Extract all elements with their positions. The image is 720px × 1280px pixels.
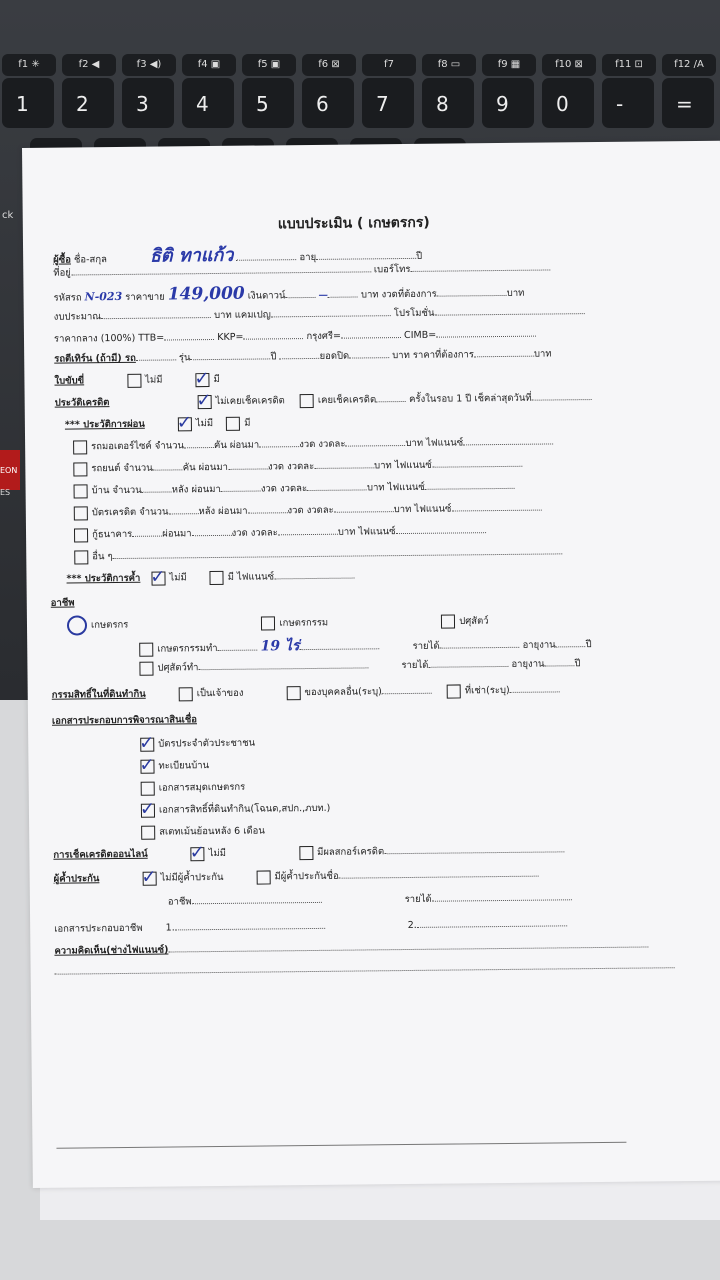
- installment-label: บัตรเครดิต จำนวน: [91, 506, 169, 519]
- installment-row: [73, 457, 522, 477]
- online-no-checkbox[interactable]: ✓: [189, 841, 205, 863]
- bottom-line: [56, 1142, 626, 1149]
- installment-row: [73, 434, 553, 454]
- installment-checkbox[interactable]: [74, 550, 88, 564]
- installment-finance: บาท ไฟแนนซ์: [337, 526, 396, 538]
- installment-finance: บาท ไฟแนนซ์: [366, 481, 425, 494]
- farm-work-checkbox[interactable]: [139, 642, 153, 656]
- installment-checkbox[interactable]: [73, 440, 87, 454]
- installment-unit: หลัง ผ่อนมา: [198, 505, 248, 518]
- guarantor-history-yes-checkbox[interactable]: [210, 570, 224, 584]
- installment-row: [74, 544, 562, 564]
- land-row: กรรมสิทธิ์ในที่ดินทำกิน เป็นเจ้าของ ของบุคคลอื่น(ระบุ) ที่เช่า(ระบุ): [52, 682, 560, 702]
- installment-per: งวด งวดละ: [287, 504, 334, 517]
- function-key: f8 ▭: [422, 54, 476, 76]
- document-item: [141, 780, 246, 796]
- installment-checkbox[interactable]: [74, 484, 88, 498]
- credit-row: ประวัติเครดิต ✓ ไม่เคยเช็คเครดิต เคยเช็คเครดิต ครั้งในรอบ 1 ปี เช็คล่าสุดวันที่: [55, 390, 592, 411]
- installment-unit: หลัง ผ่อนมา: [171, 483, 221, 496]
- land-rent-checkbox[interactable]: [447, 684, 461, 698]
- online-result-checkbox[interactable]: [299, 845, 313, 859]
- number-key: 9: [482, 78, 534, 128]
- name-handwritten: ธิติ ทาแก้ว: [149, 244, 234, 267]
- function-key: f10 ⊠: [542, 54, 596, 76]
- installment-per: งวด งวดละ: [267, 460, 315, 473]
- livestock-checkbox[interactable]: [441, 614, 455, 628]
- document-checkbox[interactable]: [141, 825, 155, 839]
- function-key: f9 ▦: [482, 54, 536, 76]
- installment-checkbox[interactable]: [73, 462, 87, 476]
- document-label: เอกสารสิทธิ์ที่ดินทำกิน(โฉนด,สปก.,ภบท.): [158, 802, 331, 816]
- no-guarantor-checkbox[interactable]: ✓: [141, 866, 157, 888]
- number-key: 5: [242, 78, 294, 128]
- name-row: ผู้ซื้อ ชื่อ-สกุล ธิติ ทาแก้ว อายุ ปี: [53, 244, 423, 267]
- has-guarantor-checkbox[interactable]: [256, 870, 270, 884]
- number-key: 8: [422, 78, 474, 128]
- farm-size-handwritten: 19 ไร่: [260, 638, 300, 655]
- farmer-circle[interactable]: [67, 615, 87, 635]
- middle-price-row: ราคากลาง (100%) TTB= KKP= กรุงศรี= CIMB=: [54, 327, 536, 347]
- document-item: [139, 732, 256, 754]
- function-key: f12 /A: [662, 54, 716, 76]
- never-checked-checkbox[interactable]: ✓: [196, 389, 212, 411]
- livestock-work-checkbox[interactable]: [139, 661, 153, 675]
- side-label: ES: [0, 488, 11, 497]
- side-label: EON: [0, 466, 18, 475]
- function-key: f2 ◀: [62, 54, 116, 76]
- document-item: [141, 823, 265, 839]
- guarantor-row: ผู้ค้ำประกัน ✓ ไม่มีผู้ค้ำประกัน มีผู้ค้ำประกันชื่อ: [54, 867, 539, 887]
- tradein-row: รถตีเทิร์น (ถ้ามี) รถ รุ่น ปี ยอดปิด บาท ราคาที่ต้องการ บาท: [54, 348, 552, 365]
- number-key: 7: [362, 78, 414, 128]
- address-row: ที่อยู่ เบอร์โทร: [53, 260, 550, 280]
- guarantor-detail-row: อาชีพ รายได้: [168, 890, 572, 909]
- number-key: =: [662, 78, 714, 128]
- land-owner-checkbox[interactable]: [179, 687, 193, 701]
- document-label: สเตทเม้นย้อนหลัง 6 เดือน: [159, 825, 265, 838]
- number-key: 3: [122, 78, 174, 128]
- online-check-row: การเช็คเครดิตออนไลน์ ✓ ไม่มี มีผลสกอร์เครดิต: [53, 842, 564, 862]
- price-handwritten: 149,000: [167, 283, 245, 305]
- form-title: แบบประเมิน ( เกษตรกร): [277, 214, 430, 233]
- function-key: f6 ⊠: [302, 54, 356, 76]
- installment-checkbox[interactable]: [74, 528, 88, 542]
- land-others-checkbox[interactable]: [286, 686, 300, 700]
- livestock-work-row: ปศุสัตว์ทำ รายได้ อายุงาน ปี: [139, 656, 580, 676]
- installment-checkbox[interactable]: [74, 506, 88, 520]
- assessment-form: [22, 141, 720, 1188]
- document-item: [139, 798, 331, 820]
- document-checkbox[interactable]: [141, 781, 155, 795]
- occupation-row: เกษตรกร เกษตรกรรม ปศุสัตว์: [67, 611, 489, 635]
- agriculture-checkbox[interactable]: [261, 616, 275, 630]
- document-checkbox[interactable]: ✓: [139, 732, 155, 754]
- installment-history-row: *** ประวัติการผ่อน ✓ ไม่มี มี: [64, 411, 251, 433]
- number-key: -: [602, 78, 654, 128]
- function-key: f4 ▣: [182, 54, 236, 76]
- document-label: ทะเบียนบ้าน: [158, 760, 210, 772]
- installment-per: งวด งวดละ: [260, 483, 308, 495]
- side-label: ck: [2, 210, 14, 221]
- occupation-heading: อาชีพ: [50, 597, 75, 609]
- code-row: รหัสรถ N-023 ราคาขาย 149,000 เงินดาวน์ — บาท งวดที่ต้องการ บาท: [53, 283, 525, 305]
- license-yes-checkbox[interactable]: ✓: [194, 367, 210, 389]
- function-key: f1 ✳: [2, 54, 56, 76]
- document-checkbox[interactable]: ✓: [139, 754, 155, 776]
- checked-checkbox[interactable]: [300, 393, 314, 407]
- guarantor-history-row: *** ประวัติการค้ำ ✓ ไม่มี มี ไฟแนนซ์: [66, 569, 354, 587]
- license-row: ใบขับขี่ ไม่มี ✓ มี: [54, 367, 220, 389]
- installment-label: รถยนต์ จำนวน: [91, 462, 153, 475]
- license-no-checkbox[interactable]: [127, 373, 141, 387]
- installment-label: รถมอเตอร์ไซค์ จำนวน: [91, 440, 185, 453]
- function-key: f7: [362, 54, 416, 76]
- document-label: บัตรประจำตัวประชาชน: [158, 737, 256, 750]
- installment-label: อื่น ๆ: [92, 551, 113, 563]
- budget-row: งบประมาณ บาท แคมเปญ โปรโมชั่น: [54, 304, 585, 325]
- document-checkbox[interactable]: ✓: [139, 798, 156, 820]
- docs-heading: เอกสารประกอบการพิจารณาสินเชื่อ: [51, 714, 198, 727]
- installment-finance: บาท ไฟแนนซ์: [374, 459, 432, 472]
- installment-unit: คัน ผ่อนมา: [213, 439, 260, 452]
- installment-finance: บาท ไฟแนนซ์: [405, 437, 464, 450]
- document-label: เอกสารสมุดเกษตรกร: [158, 781, 246, 794]
- number-key: 0: [542, 78, 594, 128]
- function-key: f5 ▣: [242, 54, 296, 76]
- installment-finance: บาท ไฟแนนซ์: [393, 503, 452, 516]
- installment-unit: คัน ผ่อนมา: [182, 461, 228, 474]
- installment-no-checkbox[interactable]: ✓: [176, 411, 193, 433]
- opinion-row: ความคิดเห็น(ช่างไฟแนนซ์): [54, 937, 648, 958]
- farm-work-row: เกษตรกรรมทำ 19 ไร่ รายได้ อายุงาน ปี: [139, 632, 592, 659]
- number-key: 6: [302, 78, 354, 128]
- opinion-line: [55, 967, 675, 974]
- installment-label: กู้ธนาคาร: [91, 528, 133, 541]
- installment-row: [74, 479, 515, 499]
- installment-unit: ผ่อนมา: [162, 528, 192, 540]
- function-key: f3 ◀): [122, 54, 176, 76]
- installment-per: งวด งวดละ: [299, 438, 346, 451]
- number-key: 1: [2, 78, 54, 128]
- installment-row: [74, 523, 486, 542]
- installment-row: [74, 501, 542, 521]
- number-key: 2: [62, 78, 114, 128]
- number-key: 4: [182, 78, 234, 128]
- installment-yes-checkbox[interactable]: [226, 416, 240, 430]
- installment-per: งวด งวดละ: [231, 527, 278, 539]
- installment-label: บ้าน จำนวน: [91, 484, 142, 497]
- document-item: [139, 754, 210, 776]
- guarantor-history-no-checkbox[interactable]: ✓: [150, 566, 166, 588]
- occupation-docs-row: เอกสารประกอบอาชีพ 1. 2.: [54, 916, 567, 936]
- function-key: f11 ⊡: [602, 54, 656, 76]
